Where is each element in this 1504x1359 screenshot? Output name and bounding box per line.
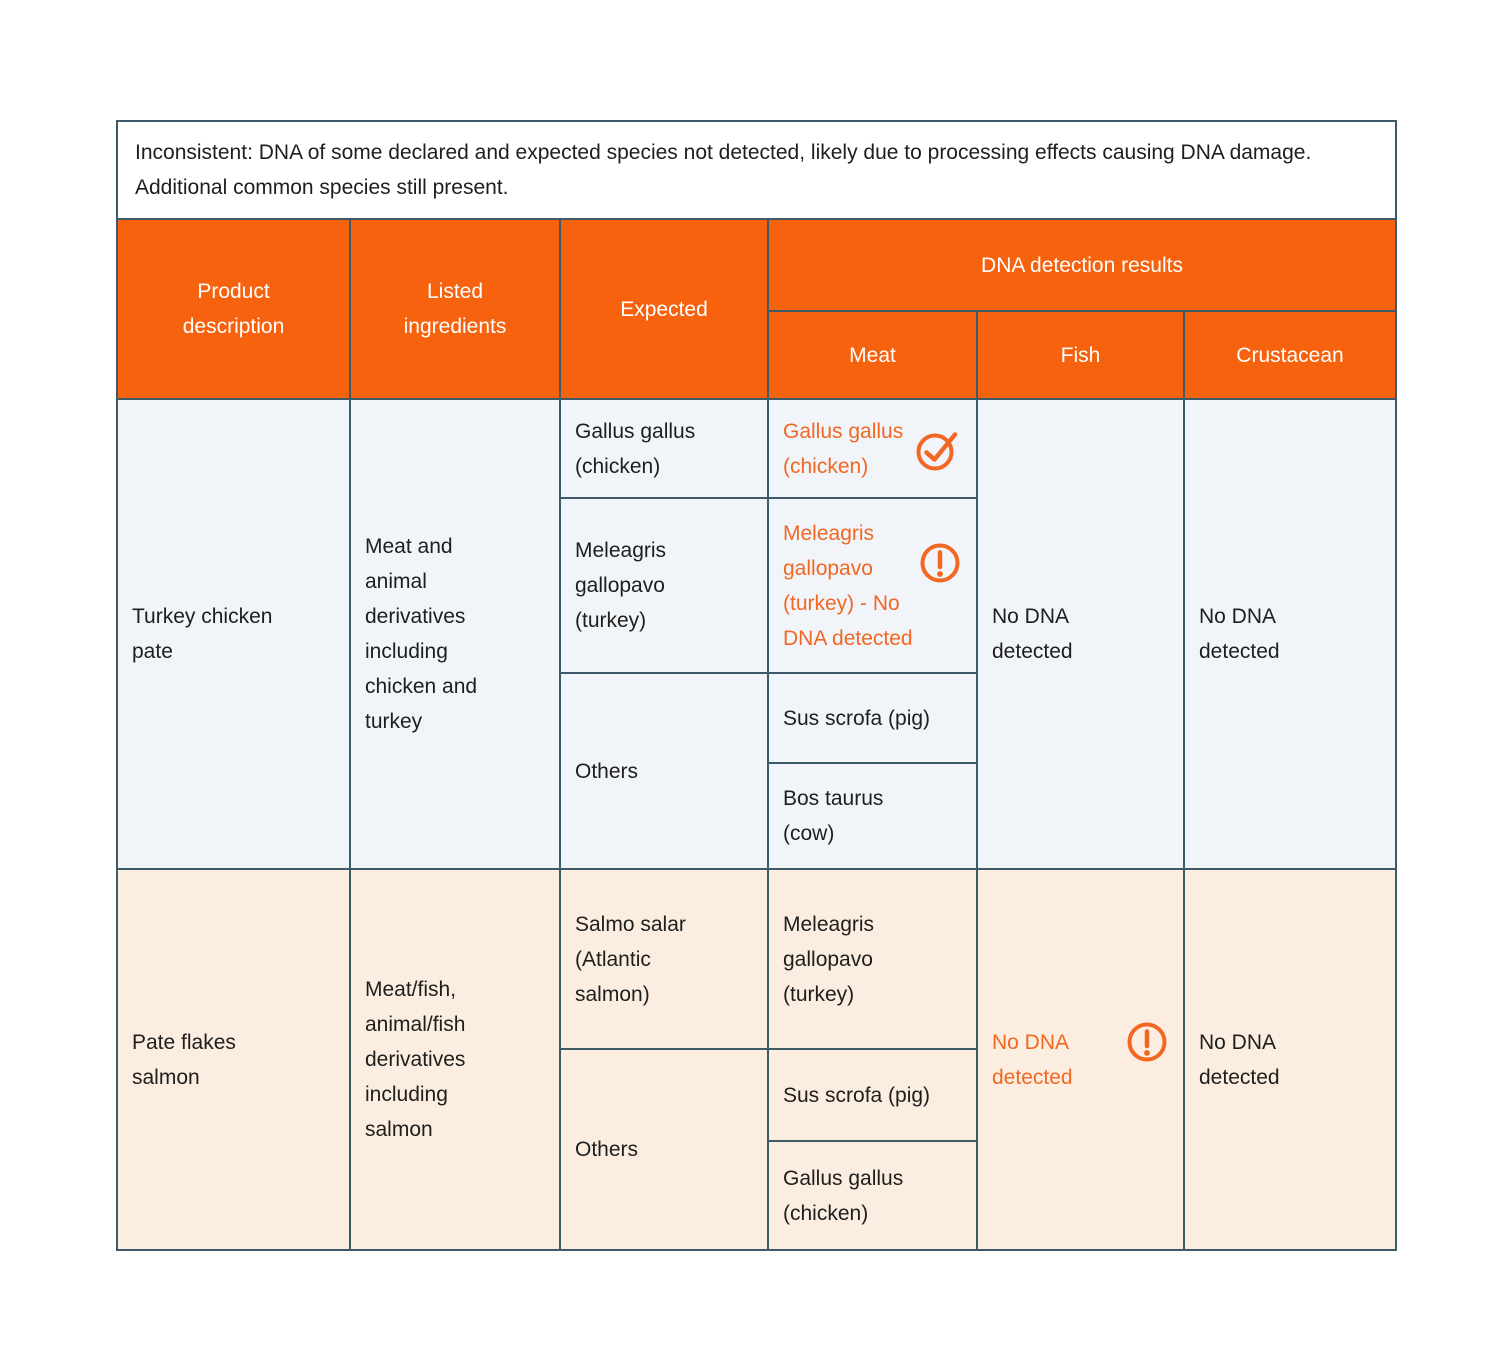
header-label: DNA detection results <box>981 253 1183 277</box>
header-crustacean <box>1185 312 1395 398</box>
product-name: Pate flakes salmon <box>132 1030 236 1089</box>
expected-species: Salmo salar (Atlantic salmon) <box>575 912 686 1006</box>
crustacean-result-text: No DNA detected <box>1199 605 1280 663</box>
meat-result-cell <box>769 1142 976 1249</box>
meat-result-text: Sus scrofa (pig) <box>783 1083 931 1107</box>
header-meat <box>769 312 976 398</box>
caption-text: Inconsistent: DNA of some declared and expected species not detected, likely due to processing effects causing DNA damage. Additional common species still present. <box>135 141 1312 199</box>
product-name: Turkey chicken pate <box>132 605 273 663</box>
crustacean-result-text: No DNA detected <box>1199 1030 1280 1089</box>
fish-result-text: No DNA detected <box>992 1030 1073 1089</box>
expected-species-cell <box>561 674 767 868</box>
header-label: Product description <box>182 280 285 338</box>
alert-circle-icon <box>1125 1020 1169 1064</box>
ingredients-cell <box>351 400 559 868</box>
alert-circle-icon <box>918 541 962 585</box>
dna-detection-table <box>116 120 1397 1251</box>
fish-result-text: No DNA detected <box>992 605 1073 663</box>
meat-result-cell <box>769 400 976 497</box>
product-cell <box>118 870 349 1249</box>
meat-result-text: Gallus gallus (chicken) <box>783 1166 904 1225</box>
ingredients-text: Meat/fish, animal/fish derivatives including salmon <box>365 978 466 1141</box>
expected-species-cell <box>561 499 767 672</box>
meat-result-cell <box>769 764 976 868</box>
crustacean-result-cell <box>1185 400 1395 868</box>
ingredients-text: Meat and animal derivatives including chicken and turkey <box>365 535 478 733</box>
table-caption <box>118 122 1395 218</box>
header-label: Meat <box>849 343 896 367</box>
header-label: Expected <box>620 297 708 321</box>
header-product-description <box>118 220 349 398</box>
fish-result-cell <box>978 400 1183 868</box>
meat-result-text: Meleagris gallopavo (turkey) <box>783 912 875 1006</box>
expected-species: Others <box>575 759 639 783</box>
expected-species: Meleagris gallopavo (turkey) <box>575 539 667 632</box>
expected-species-cell <box>561 870 767 1048</box>
expected-species: Others <box>575 1138 639 1161</box>
meat-result-cell <box>769 1050 976 1140</box>
expected-species-cell <box>561 400 767 497</box>
meat-result-cell <box>769 499 976 672</box>
meat-result-cell <box>769 674 976 762</box>
crustacean-result-cell <box>1185 870 1395 1249</box>
meat-result-text: Bos taurus (cow) <box>783 787 884 845</box>
fish-result-cell <box>978 870 1183 1249</box>
check-circle-icon <box>914 425 962 473</box>
meat-result-text: Gallus gallus (chicken) <box>783 419 904 478</box>
header-dna-detection-results <box>769 220 1395 310</box>
header-fish <box>978 312 1183 398</box>
header-listed-ingredients <box>351 220 559 398</box>
header-label: Listed ingredients <box>403 280 507 338</box>
meat-result-cell <box>769 870 976 1048</box>
product-cell <box>118 400 349 868</box>
meat-result-text: Sus scrofa (pig) <box>783 706 931 730</box>
header-label: Crustacean <box>1236 343 1344 367</box>
header-expected <box>561 220 767 398</box>
meat-result-text: Meleagris gallopavo (turkey) - No DNA detected <box>783 521 913 650</box>
ingredients-cell <box>351 870 559 1249</box>
expected-species: Gallus gallus (chicken) <box>575 419 696 478</box>
expected-species-cell <box>561 1050 767 1249</box>
header-label: Fish <box>1060 343 1101 367</box>
